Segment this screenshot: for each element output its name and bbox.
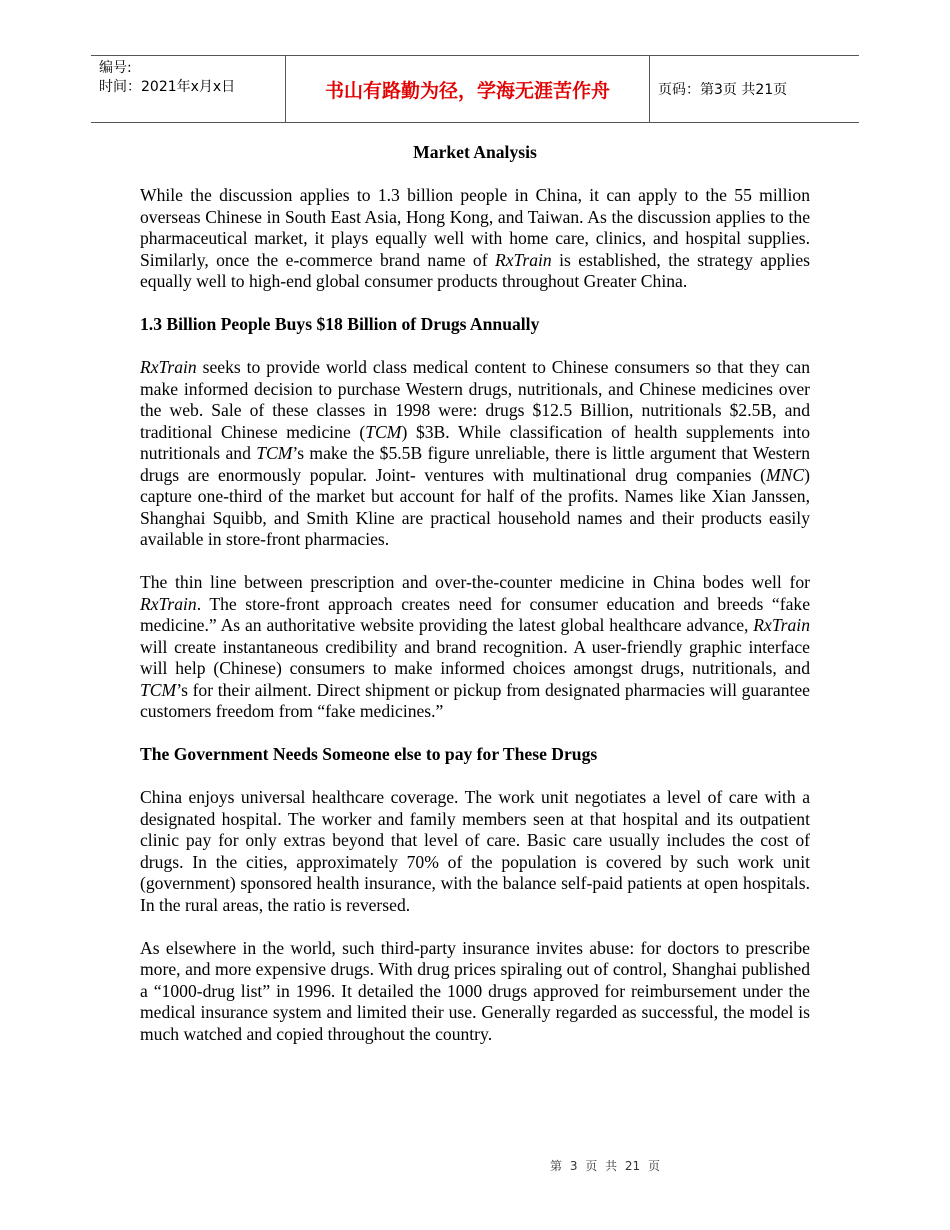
- header-page-info: 页码：第3页 共21页: [658, 82, 788, 98]
- paragraph: [140, 357, 810, 551]
- date-label: 时间：2021年x月x日: [99, 79, 236, 95]
- paragraph: [140, 787, 810, 916]
- text-segment: China enjoys universal healthcare coverage. The work unit negotiates a level of care with a designated hospital. The worker and family members seen at that hospital and its outpatient clinic pay for only extras beyond that level of care. Basic care usually includes the cost of drugs. In the cities, approximately 70% of the population is covered by such work unit (government) sponsored health insurance, with the balance self-paid patients at open hospitals. In the rural areas, the ratio is reversed.: [140, 787, 810, 915]
- text-segment: ) $3B. While classification of health supplements into nutritionals and: [140, 421, 811, 463]
- text-segment: ) capture one-third of the market but account for half of the profits. Names like Xian Janssen, Shanghai Squibb, and Smith Kline are practical household names and their products easily available in store-front pharmacies.: [140, 464, 810, 549]
- document-title: Market Analysis: [413, 142, 537, 162]
- italic-term: TCM: [140, 679, 177, 700]
- text-segment: The thin line between prescription and over-the-counter medicine in China bodes well for: [140, 572, 810, 592]
- text-segment: While the discussion applies to 1.3 billion people in China, it can apply to the 55 million overseas Chinese in South East Asia, Hong Kong, and Taiwan. As the discussion applies to the pharmaceutical market, it plays equally well with home care, clinics, and hospital supplies. Similarly, once the e-commerce brand name of: [140, 185, 810, 270]
- text-segment: . The store-front approach creates need for consumer education and breeds “fake medicine.” As an authoritative website providing the latest global healthcare advance,: [140, 593, 810, 635]
- italic-term: TCM: [256, 443, 293, 463]
- number-label: 编号:: [99, 60, 132, 76]
- text-segment: ’s for their ailment. Direct shipment or pickup from designated pharmacies will guarantee customers freedom from “fake medicines.”: [140, 679, 810, 721]
- text-segment: will create instantaneous credibility and brand recognition. A user-friendly graphic interface will help (Chinese) consumers to make informed choices amongst drugs, nutritionals, and: [140, 636, 810, 678]
- text-segment: seeks to provide world class medical content to Chinese consumers so that they can make informed decision to purchase Western drugs, nutritionals, and Chinese medicines over the web. Sale of these classes in 1998 were: drugs $12.5 Billion, nutritionals $2.5B, and traditional Chinese medicine (: [140, 357, 810, 442]
- text-segment: As elsewhere in the world, such third-party insurance invites abuse: for doctors to prescribe more, and more expensive drugs. With drug prices spiraling out of control, Shanghai published a “1000-drug list” in 1996. It detailed the 1000 drugs approved for reimbursement under the medical insurance system and limited their use. Generally regarded as successful, the model is much watched and copied throughout the country.: [140, 937, 810, 1044]
- text-segment: is established, the strategy applies equally well to high-end global consumer products throughout Greater China.: [140, 249, 811, 291]
- header-motto: 书山有路勤为径，学海无涯苦作舟: [286, 56, 650, 122]
- page-header: [91, 55, 859, 123]
- italic-term: RxTrain: [140, 357, 197, 377]
- italic-term: MNC: [766, 464, 805, 485]
- document-body: [140, 142, 810, 1067]
- italic-term: RxTrain: [494, 249, 552, 270]
- italic-term: RxTrain: [753, 615, 810, 635]
- text-segment: ’s make the $5.5B figure unreliable, there is little argument that Western drugs are enormously popular. Joint- ventures with multinational drug companies (: [140, 443, 810, 485]
- section-heading: The Government Needs Someone else to pay for These Drugs: [140, 744, 598, 764]
- paragraph: [140, 572, 810, 723]
- italic-term: TCM: [365, 421, 402, 442]
- italic-term: RxTrain: [140, 593, 197, 614]
- page-footer: 第 3 页 共 21 页: [550, 1159, 660, 1173]
- paragraph: [140, 185, 810, 293]
- paragraph: [140, 938, 810, 1046]
- section-heading: 1.3 Billion People Buys $18 Billion of Drugs Annually: [140, 314, 540, 334]
- header-meta-cell: [91, 56, 286, 122]
- document-content: [140, 185, 810, 1045]
